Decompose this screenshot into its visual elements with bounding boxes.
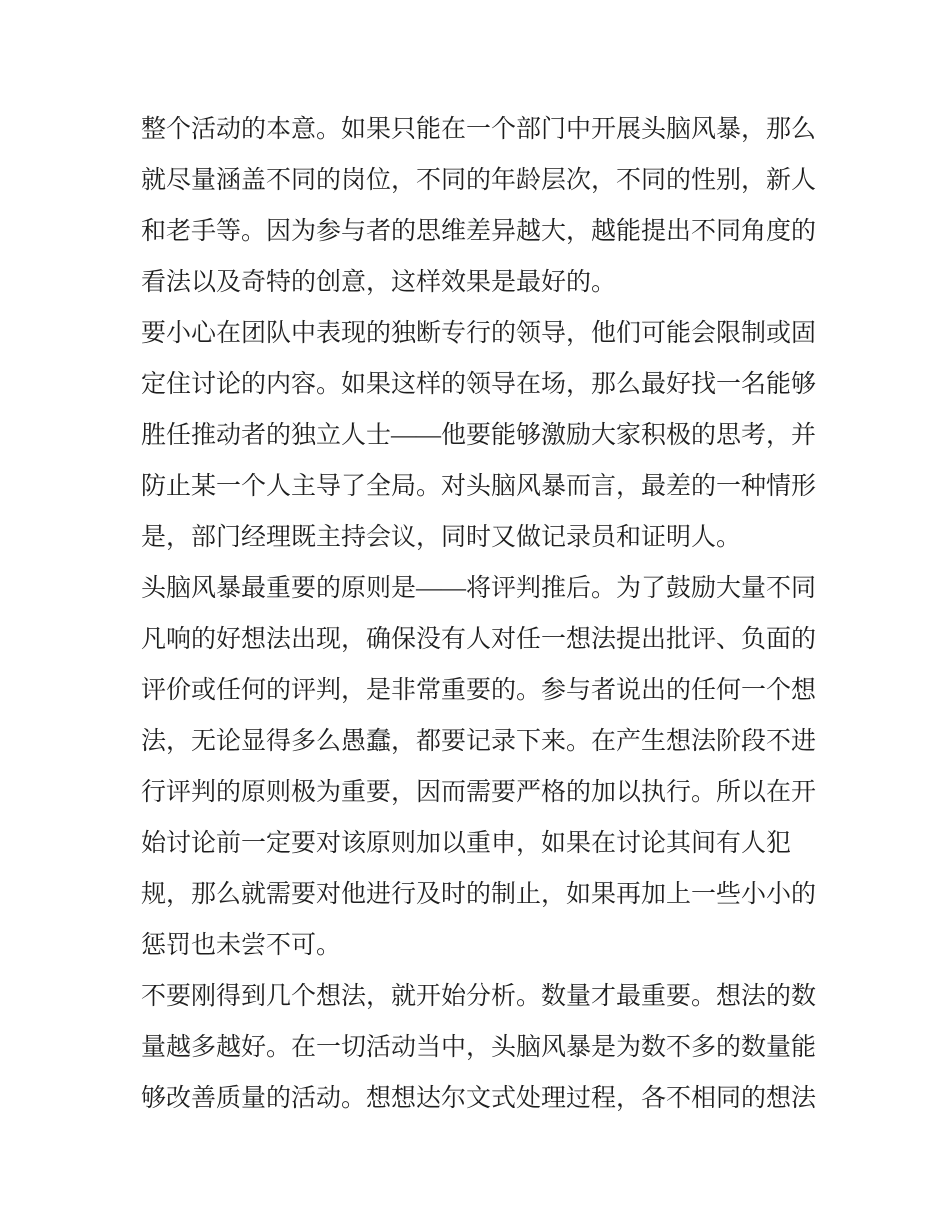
text-line: 法，无论显得多么愚蠢，都要记录下来。在产生想法阶段不进 (141, 728, 817, 755)
paragraph (141, 104, 831, 308)
text-line: 定住讨论的内容。如果这样的领导在场，那么最好找一名能够 (141, 371, 817, 398)
text-line: 始讨论前一定要对该原则加以重申，如果在讨论其间有人犯 (141, 830, 792, 857)
text-line: 胜任推动者的独立人士——他要能够激励大家积极的思考，并 (141, 422, 817, 449)
paragraph (141, 308, 831, 563)
text-block (141, 104, 831, 1124)
paragraph (141, 971, 831, 1124)
text-line: 惩罚也未尝不可。 (141, 932, 342, 959)
text-line: 规，那么就需要对他进行及时的制止，如果再加上一些小小的 (141, 881, 817, 908)
text-line: 评价或任何的评判，是非常重要的。参与者说出的任何一个想 (141, 677, 817, 704)
text-line: 是，部门经理既主持会议，同时又做记录员和证明人。 (141, 524, 742, 551)
text-line: 和老手等。因为参与者的思维差异越大，越能提出不同角度的 (141, 218, 817, 245)
text-line: 头脑风暴最重要的原则是——将评判推后。为了鼓励大量不同 (141, 575, 817, 602)
text-line: 要小心在团队中表现的独断专行的领导，他们可能会限制或固 (141, 320, 817, 347)
text-line: 就尽量涵盖不同的岗位，不同的年龄层次，不同的性别，新人 (141, 167, 817, 194)
text-line: 量越多越好。在一切活动当中，头脑风暴是为数不多的数量能 (141, 1034, 817, 1061)
text-line: 够改善质量的活动。想想达尔文式处理过程，各不相同的想法 (141, 1085, 817, 1112)
text-line: 行评判的原则极为重要，因而需要严格的加以执行。所以在开 (141, 779, 817, 806)
text-line: 防止某一个人主导了全局。对头脑风暴而言，最差的一种情形 (141, 473, 817, 500)
paragraph (141, 563, 831, 971)
text-line: 看法以及奇特的创意，这样效果是最好的。 (141, 269, 617, 296)
text-line: 不要刚得到几个想法，就开始分析。数量才最重要。想法的数 (141, 983, 817, 1010)
text-line: 整个活动的本意。如果只能在一个部门中开展头脑风暴，那么 (141, 116, 817, 143)
text-line: 凡响的好想法出现，确保没有人对任一想法提出批评、负面的 (141, 626, 817, 653)
